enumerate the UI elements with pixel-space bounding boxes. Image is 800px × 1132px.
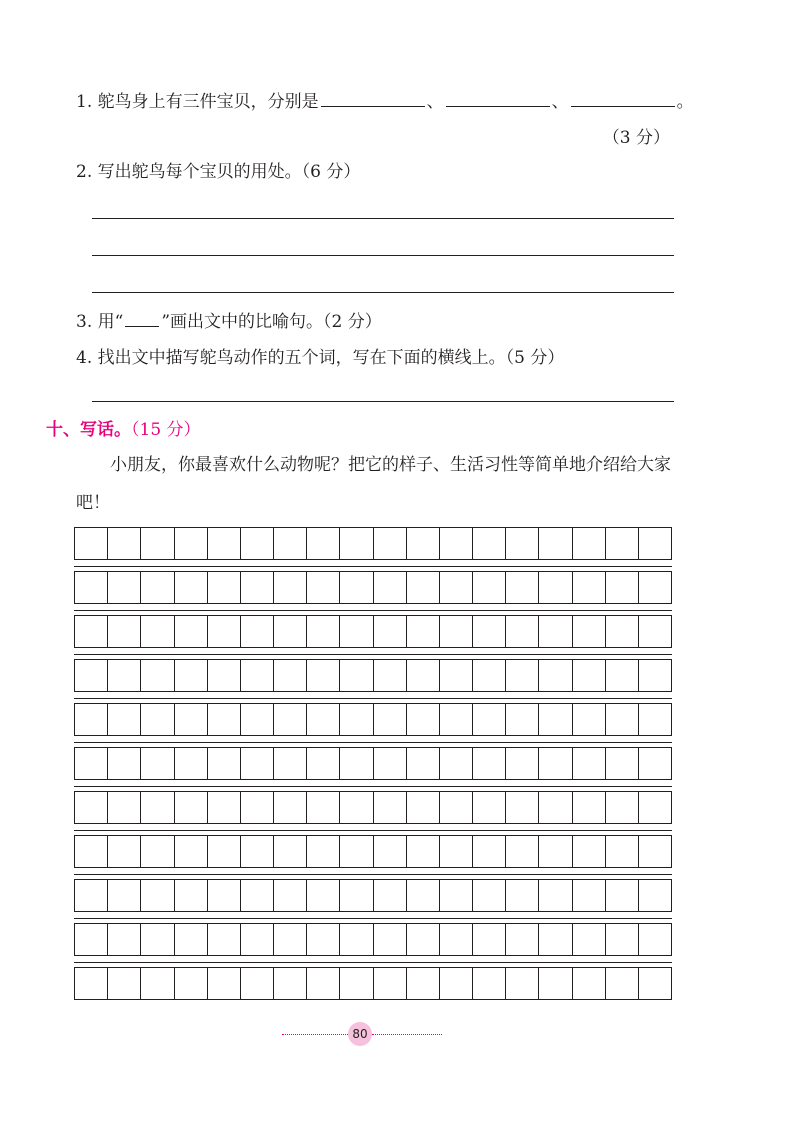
grid-cell[interactable] [573,792,606,823]
grid-cell[interactable] [606,836,639,867]
grid-cell[interactable] [440,528,473,559]
grid-cell[interactable] [639,616,671,647]
period: 。 [676,92,694,112]
grid-cell[interactable] [141,792,174,823]
grid-cell[interactable] [573,924,606,955]
grid-cell[interactable] [108,616,141,647]
grid-cell[interactable] [108,924,141,955]
grid-cell[interactable] [473,616,506,647]
grid-cell[interactable] [506,748,539,779]
grid-cell[interactable] [539,880,572,911]
page-footer [0,1020,800,1050]
grid-cell[interactable] [175,748,208,779]
grid-cell[interactable] [274,660,307,691]
grid-cell[interactable] [141,660,174,691]
grid-cell[interactable] [75,704,108,735]
grid-cell[interactable] [274,616,307,647]
grid-cell[interactable] [407,660,440,691]
grid-cell[interactable] [440,616,473,647]
grid-row [74,703,672,736]
grid-cell[interactable] [639,704,671,735]
grid-cell[interactable] [539,528,572,559]
grid-cell[interactable] [108,836,141,867]
grid-cell[interactable] [539,792,572,823]
grid-cell[interactable] [307,572,340,603]
grid-cell[interactable] [606,924,639,955]
grid-cell[interactable] [208,968,241,999]
grid-cell[interactable] [208,748,241,779]
question-1-text: 1. 鸵鸟身上有三件宝贝，分别是 [76,92,319,112]
grid-cell[interactable] [506,616,539,647]
grid-cell[interactable] [141,616,174,647]
grid-cell[interactable] [175,836,208,867]
grid-cell[interactable] [75,748,108,779]
grid-cell[interactable] [639,528,671,559]
grid-cell[interactable] [75,572,108,603]
grid-cell[interactable] [440,968,473,999]
grid-cell[interactable] [573,572,606,603]
grid-cell[interactable] [307,924,340,955]
footer-dots-left [282,1034,352,1035]
grid-cell[interactable] [241,836,274,867]
grid-cell[interactable] [473,968,506,999]
grid-cell[interactable] [606,616,639,647]
section-10-title [46,418,201,442]
grid-cell[interactable] [539,572,572,603]
grid-cell[interactable] [473,704,506,735]
grid-cell[interactable] [241,616,274,647]
grid-cell[interactable] [208,836,241,867]
grid-cell[interactable] [241,528,274,559]
separator: 、 [426,92,444,112]
question-3 [76,308,382,334]
grid-cell[interactable] [274,748,307,779]
answer-line-2[interactable] [92,255,674,256]
grid-cell[interactable] [241,968,274,999]
grid-cell[interactable] [506,660,539,691]
grid-cell[interactable] [506,528,539,559]
grid-cell[interactable] [340,748,373,779]
grid-cell[interactable] [175,572,208,603]
grid-cell[interactable] [573,880,606,911]
grid-row [74,659,672,692]
question-3-post: ”画出文中的比喻句。（2 分） [161,312,382,332]
grid-cell[interactable] [274,792,307,823]
grid-cell[interactable] [606,968,639,999]
section-10-label: 十、写话。 [46,420,131,440]
grid-cell[interactable] [639,880,671,911]
grid-cell[interactable] [340,836,373,867]
grid-cell[interactable] [573,748,606,779]
grid-cell[interactable] [208,572,241,603]
grid-cell[interactable] [307,528,340,559]
grid-cell[interactable] [440,924,473,955]
grid-cell[interactable] [539,748,572,779]
grid-cell[interactable] [141,748,174,779]
grid-cell[interactable] [108,704,141,735]
grid-cell[interactable] [241,792,274,823]
grid-cell[interactable] [175,616,208,647]
grid-row [74,527,672,560]
page-number: 80 [348,1022,372,1046]
grid-cell[interactable] [75,660,108,691]
grid-cell[interactable] [108,792,141,823]
grid-cell[interactable] [340,660,373,691]
grid-cell[interactable] [340,792,373,823]
grid-cell[interactable] [108,880,141,911]
grid-cell[interactable] [506,968,539,999]
grid-cell[interactable] [208,660,241,691]
grid-cell[interactable] [374,616,407,647]
grid-cell[interactable] [241,924,274,955]
grid-cell[interactable] [175,528,208,559]
grid-row [74,791,672,824]
grid-cell[interactable] [307,748,340,779]
grid-cell[interactable] [374,660,407,691]
grid-cell[interactable] [340,528,373,559]
grid-cell[interactable] [374,528,407,559]
grid-cell[interactable] [639,968,671,999]
grid-cell[interactable] [75,616,108,647]
grid-cell[interactable] [141,880,174,911]
grid-cell[interactable] [374,572,407,603]
grid-cell[interactable] [208,880,241,911]
grid-cell[interactable] [473,836,506,867]
grid-cell[interactable] [506,792,539,823]
grid-cell[interactable] [241,748,274,779]
answer-blank-3[interactable] [571,88,675,107]
grid-cell[interactable] [108,968,141,999]
grid-cell[interactable] [407,616,440,647]
grid-cell[interactable] [473,792,506,823]
grid-cell[interactable] [440,880,473,911]
grid-cell[interactable] [407,924,440,955]
grid-cell[interactable] [473,572,506,603]
grid-cell[interactable] [606,660,639,691]
grid-cell[interactable] [75,792,108,823]
grid-cell[interactable] [407,704,440,735]
grid-cell[interactable] [440,660,473,691]
grid-cell[interactable] [307,880,340,911]
grid-cell[interactable] [473,660,506,691]
answer-line-4[interactable] [92,401,674,402]
grid-row [74,923,672,956]
question-2: 2. 写出鸵鸟每个宝贝的用处。（6 分） [76,162,361,182]
grid-cell[interactable] [274,836,307,867]
grid-cell[interactable] [274,924,307,955]
grid-cell[interactable] [506,880,539,911]
grid-cell[interactable] [473,924,506,955]
grid-cell[interactable] [274,572,307,603]
grid-cell[interactable] [75,968,108,999]
grid-cell[interactable] [506,704,539,735]
grid-cell[interactable] [307,616,340,647]
grid-cell[interactable] [274,880,307,911]
writing-prompt: 小朋友，你最喜欢什么动物呢？把它的样子、生活习性等简单地介绍给大家吧！ [76,455,671,513]
grid-cell[interactable] [241,572,274,603]
answer-blank-2[interactable] [446,88,550,107]
grid-cell[interactable] [307,660,340,691]
grid-cell[interactable] [639,836,671,867]
grid-cell[interactable] [573,968,606,999]
grid-cell[interactable] [440,836,473,867]
grid-cell[interactable] [440,572,473,603]
grid-cell[interactable] [639,748,671,779]
grid-cell[interactable] [374,748,407,779]
grid-cell[interactable] [241,660,274,691]
grid-cell[interactable] [141,572,174,603]
grid-cell[interactable] [440,704,473,735]
grid-cell[interactable] [606,572,639,603]
grid-cell[interactable] [340,616,373,647]
grid-cell[interactable] [75,880,108,911]
grid-cell[interactable] [573,660,606,691]
grid-row [74,835,672,868]
grid-cell[interactable] [539,836,572,867]
grid-cell[interactable] [573,836,606,867]
answer-line-3[interactable] [92,292,674,293]
grid-cell[interactable] [274,704,307,735]
grid-cell[interactable] [141,836,174,867]
grid-cell[interactable] [374,704,407,735]
grid-cell[interactable] [307,836,340,867]
grid-cell[interactable] [141,528,174,559]
question-1-score: （3 分） [602,128,670,148]
grid-cell[interactable] [539,616,572,647]
grid-cell[interactable] [639,660,671,691]
grid-cell[interactable] [175,660,208,691]
grid-cell[interactable] [374,792,407,823]
grid-cell[interactable] [141,924,174,955]
grid-cell[interactable] [473,880,506,911]
grid-row [74,615,672,648]
grid-cell[interactable] [606,704,639,735]
underline-sample [125,308,159,327]
grid-cell[interactable] [407,880,440,911]
grid-cell[interactable] [473,748,506,779]
footer-dots-right [372,1034,442,1035]
question-3-pre: 3. 用“ [76,312,124,332]
grid-cell[interactable] [573,704,606,735]
grid-cell[interactable] [108,572,141,603]
answer-blank-1[interactable] [321,88,425,107]
grid-cell[interactable] [141,968,174,999]
grid-cell[interactable] [407,748,440,779]
grid-cell[interactable] [175,704,208,735]
grid-cell[interactable] [307,792,340,823]
grid-cell[interactable] [440,748,473,779]
grid-row [74,747,672,780]
grid-row [74,879,672,912]
separator: 、 [551,92,569,112]
grid-cell[interactable] [374,836,407,867]
question-4: 4. 找出文中描写鸵鸟动作的五个词，写在下面的横线上。（5 分） [76,348,565,368]
grid-cell[interactable] [141,704,174,735]
grid-cell[interactable] [407,572,440,603]
grid-cell[interactable] [539,924,572,955]
answer-line-1[interactable] [92,218,674,219]
grid-cell[interactable] [340,880,373,911]
grid-cell[interactable] [75,528,108,559]
grid-cell[interactable] [340,572,373,603]
grid-cell[interactable] [639,572,671,603]
grid-cell[interactable] [407,836,440,867]
grid-cell[interactable] [274,528,307,559]
grid-cell[interactable] [407,792,440,823]
grid-cell[interactable] [75,836,108,867]
grid-cell[interactable] [573,616,606,647]
grid-cell[interactable] [440,792,473,823]
grid-cell[interactable] [573,528,606,559]
grid-cell[interactable] [208,924,241,955]
grid-cell[interactable] [606,792,639,823]
grid-cell[interactable] [108,660,141,691]
grid-cell[interactable] [606,748,639,779]
grid-cell[interactable] [75,924,108,955]
grid-cell[interactable] [175,792,208,823]
grid-cell[interactable] [108,748,141,779]
grid-cell[interactable] [539,704,572,735]
grid-cell[interactable] [374,968,407,999]
grid-cell[interactable] [241,704,274,735]
grid-cell[interactable] [473,528,506,559]
question-1 [76,88,694,114]
grid-cell[interactable] [208,792,241,823]
grid-cell[interactable] [307,968,340,999]
grid-cell[interactable] [506,836,539,867]
grid-cell[interactable] [374,880,407,911]
grid-cell[interactable] [407,528,440,559]
grid-cell[interactable] [539,968,572,999]
grid-cell[interactable] [340,968,373,999]
grid-cell[interactable] [175,968,208,999]
grid-cell[interactable] [639,792,671,823]
grid-cell[interactable] [208,528,241,559]
grid-row [74,967,672,1000]
grid-cell[interactable] [208,616,241,647]
grid-cell[interactable] [241,880,274,911]
grid-cell[interactable] [340,704,373,735]
grid-cell[interactable] [639,924,671,955]
grid-cell[interactable] [307,704,340,735]
grid-cell[interactable] [208,704,241,735]
grid-cell[interactable] [539,660,572,691]
grid-cell[interactable] [506,572,539,603]
grid-cell[interactable] [407,968,440,999]
grid-cell[interactable] [274,968,307,999]
grid-cell[interactable] [175,880,208,911]
grid-cell[interactable] [374,924,407,955]
grid-cell[interactable] [340,924,373,955]
grid-cell[interactable] [606,880,639,911]
grid-row [74,571,672,604]
grid-cell[interactable] [108,528,141,559]
writing-grid[interactable] [74,527,672,1011]
grid-cell[interactable] [506,924,539,955]
grid-cell[interactable] [175,924,208,955]
grid-cell[interactable] [606,528,639,559]
section-10-points: （15 分） [131,420,201,440]
